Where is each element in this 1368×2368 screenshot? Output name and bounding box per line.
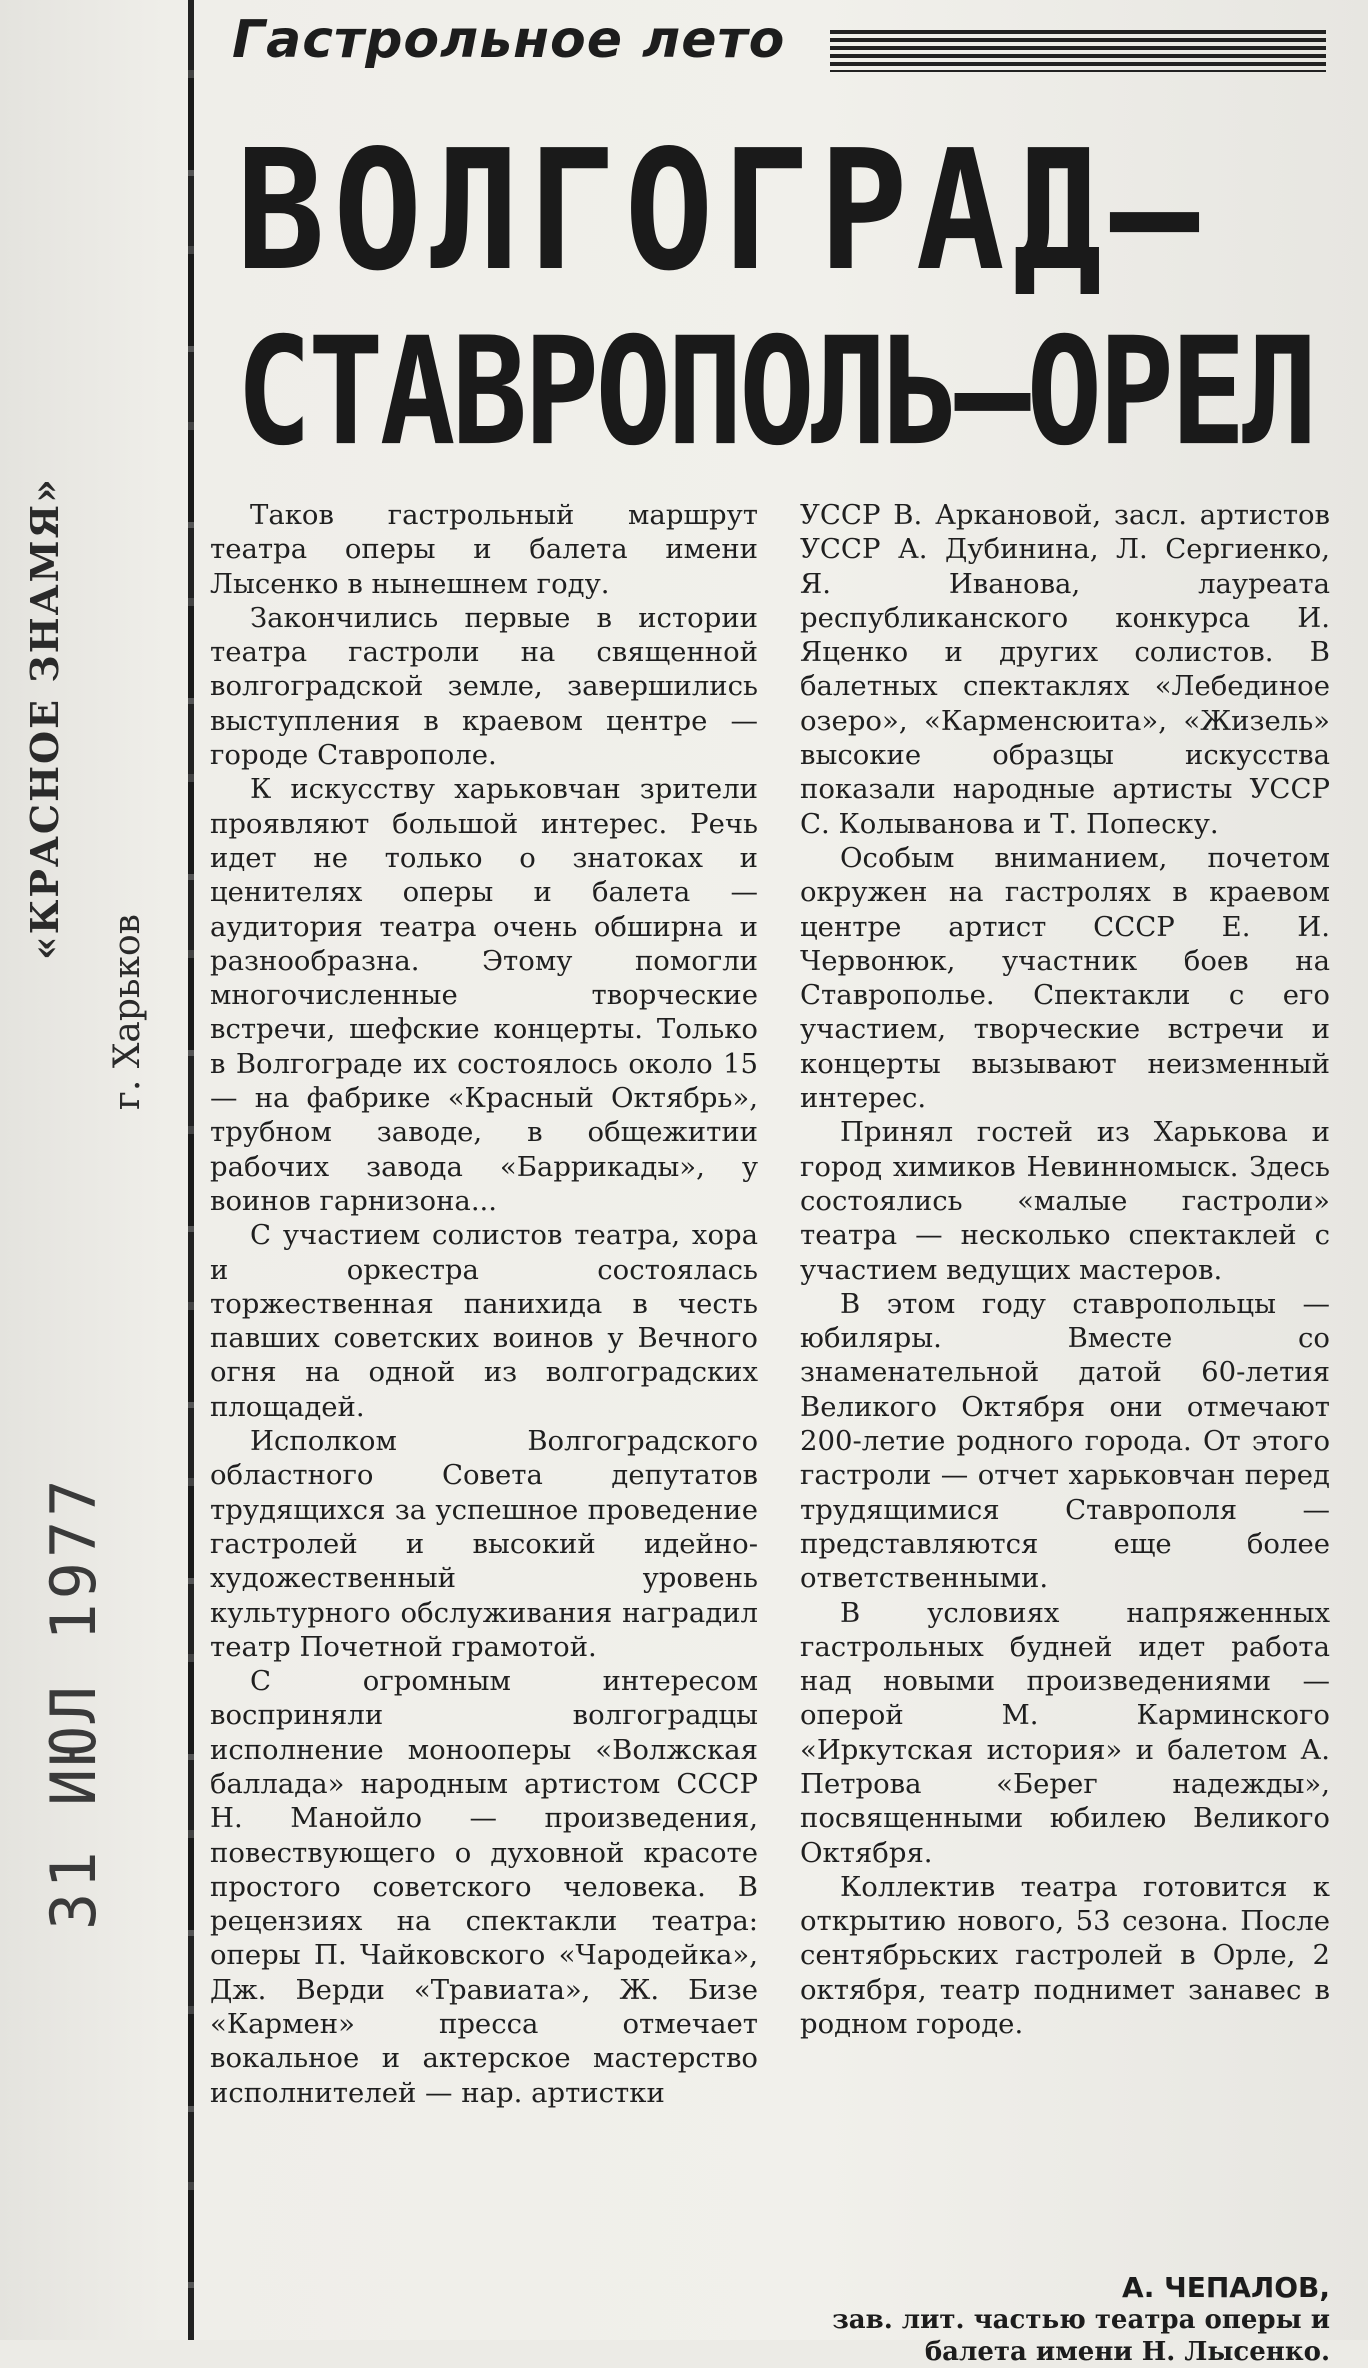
article-paragraph: Исполком Волгоградского областного Совета депутатов трудящихся за успешное проведение гастролей и высокий идейно-художественный уровень культурного обслуживания наградил театр Почетной грамотой. [210, 1425, 758, 1663]
archive-margin [0, 0, 180, 2340]
city-stamp: г. Харьков [107, 914, 148, 1110]
article-paragraph: Закончились первые в истории театра гастроли на священной волгоградской земле, завершились выступления в краевом центре — городе Ставрополе. [210, 601, 758, 772]
article-paragraph: С участием солистов театра, хора и оркестра состоялась торжественная панихида в честь павших советских воинов у Вечного огня на одной из волгоградских площадей. [210, 1219, 758, 1423]
article-paragraph: Особым вниманием, почетом окружен на гастролях в краевом центре артист СССР Е. И. Червонюк, участник боев на Ставрополье. Спектакли с его участием, творческие встречи и концерты вызывают неизменный интерес. [800, 841, 1330, 1115]
article-paragraph: Коллектив театра готовится к открытию нового, 53 сезона. После сентябрьских гастролей в Орле, 2 октября, театр поднимет занавес в родном городе. [800, 1870, 1330, 2041]
rubric-heading: Гастрольное лето [232, 10, 786, 70]
article-paragraph: К искусству харьковчан зрители проявляют большой интерес. Речь идет не только о знатоках и ценителях оперы и балета — аудитория театра очень обширна и разнообразна. Этому помогли многочисленные творческие встречи, шефские концерты. Только в Волгограде их состоялось около 15 — на фабрике «Красный Октябрь», трубном заводе, в общежитии рабочих завода «Баррикады», у воинов гарнизона... [210, 773, 758, 1217]
author-signature [820, 2272, 1330, 2368]
source-stamp: «КРАСНОЕ ЗНАМЯ» [22, 477, 67, 960]
author-name: А. ЧЕПАЛОВ, [1122, 2271, 1330, 2304]
author-position: зав. лит. частью театра оперы и балета имени Н. Лысенко. [832, 2305, 1330, 2367]
article-paragraph: Таков гастрольный маршрут театра оперы и балета имени Лысенко в нынешнем году. [210, 499, 758, 600]
article-column-left [210, 498, 758, 2110]
headline-line-2: СТАВРОПОЛЬ—ОРЕЛ [236, 305, 1314, 479]
article-paragraph: С огромным интересом восприняли волгоградцы исполнение монооперы «Волжская баллада» народным артистом СССР Н. Манойло — произведения, повествующего о духовной красоте простого советского человека. В рецензиях на спектакли театра: оперы П. Чайковского «Чародейка», Дж. Верди «Травиата», Ж. Бизе «Кармен» пресса отмечает вокальное и актерское мастерство исполнителей — нар. артистки [210, 1665, 758, 2109]
clipping-edge-line [188, 0, 194, 2340]
headline-line-1: ВОЛГОГРАД— [236, 114, 1208, 308]
rubric-decorative-rule [830, 30, 1326, 72]
article-paragraph: Принял гостей из Харькова и город химиков Невинномыск. Здесь состоялись «малые гастроли» театра — несколько спектаклей с участием ведущих мастеров. [800, 1116, 1330, 1286]
article-paragraph: В этом году ставропольцы — юбиляры. Вместе со знаменательной датой 60-летия Великого Октября они отмечают 200-летие родного города. От этого гастроли — отчет харьковчан перед трудящимися Ставрополя — представляются еще более ответственными. [800, 1287, 1330, 1595]
date-stamp: 31 ИЮЛ 1977 [37, 1475, 110, 1930]
article-column-right [800, 498, 1330, 2041]
article-paragraph: В условиях напряженных гастрольных будней идет работа над новыми произведениями —оперой М. Карминского «Иркутская история» и балетом А. Петрова «Берег надежды», посвященными юбилею Великого Октября. [800, 1596, 1330, 1869]
article-paragraph: УССР В. Аркановой, засл. артистов УССР А. Дубинина, Л. Сергиенко, Я. Иванова, лауреата республиканского конкурса И. Яценко и других солистов. В балетных спектаклях «Лебединое озеро», «Карменсюита», «Жизель» высокие образцы искусства показали народные артисты УССР С. Колыванова и Т. Попеску. [800, 499, 1330, 840]
